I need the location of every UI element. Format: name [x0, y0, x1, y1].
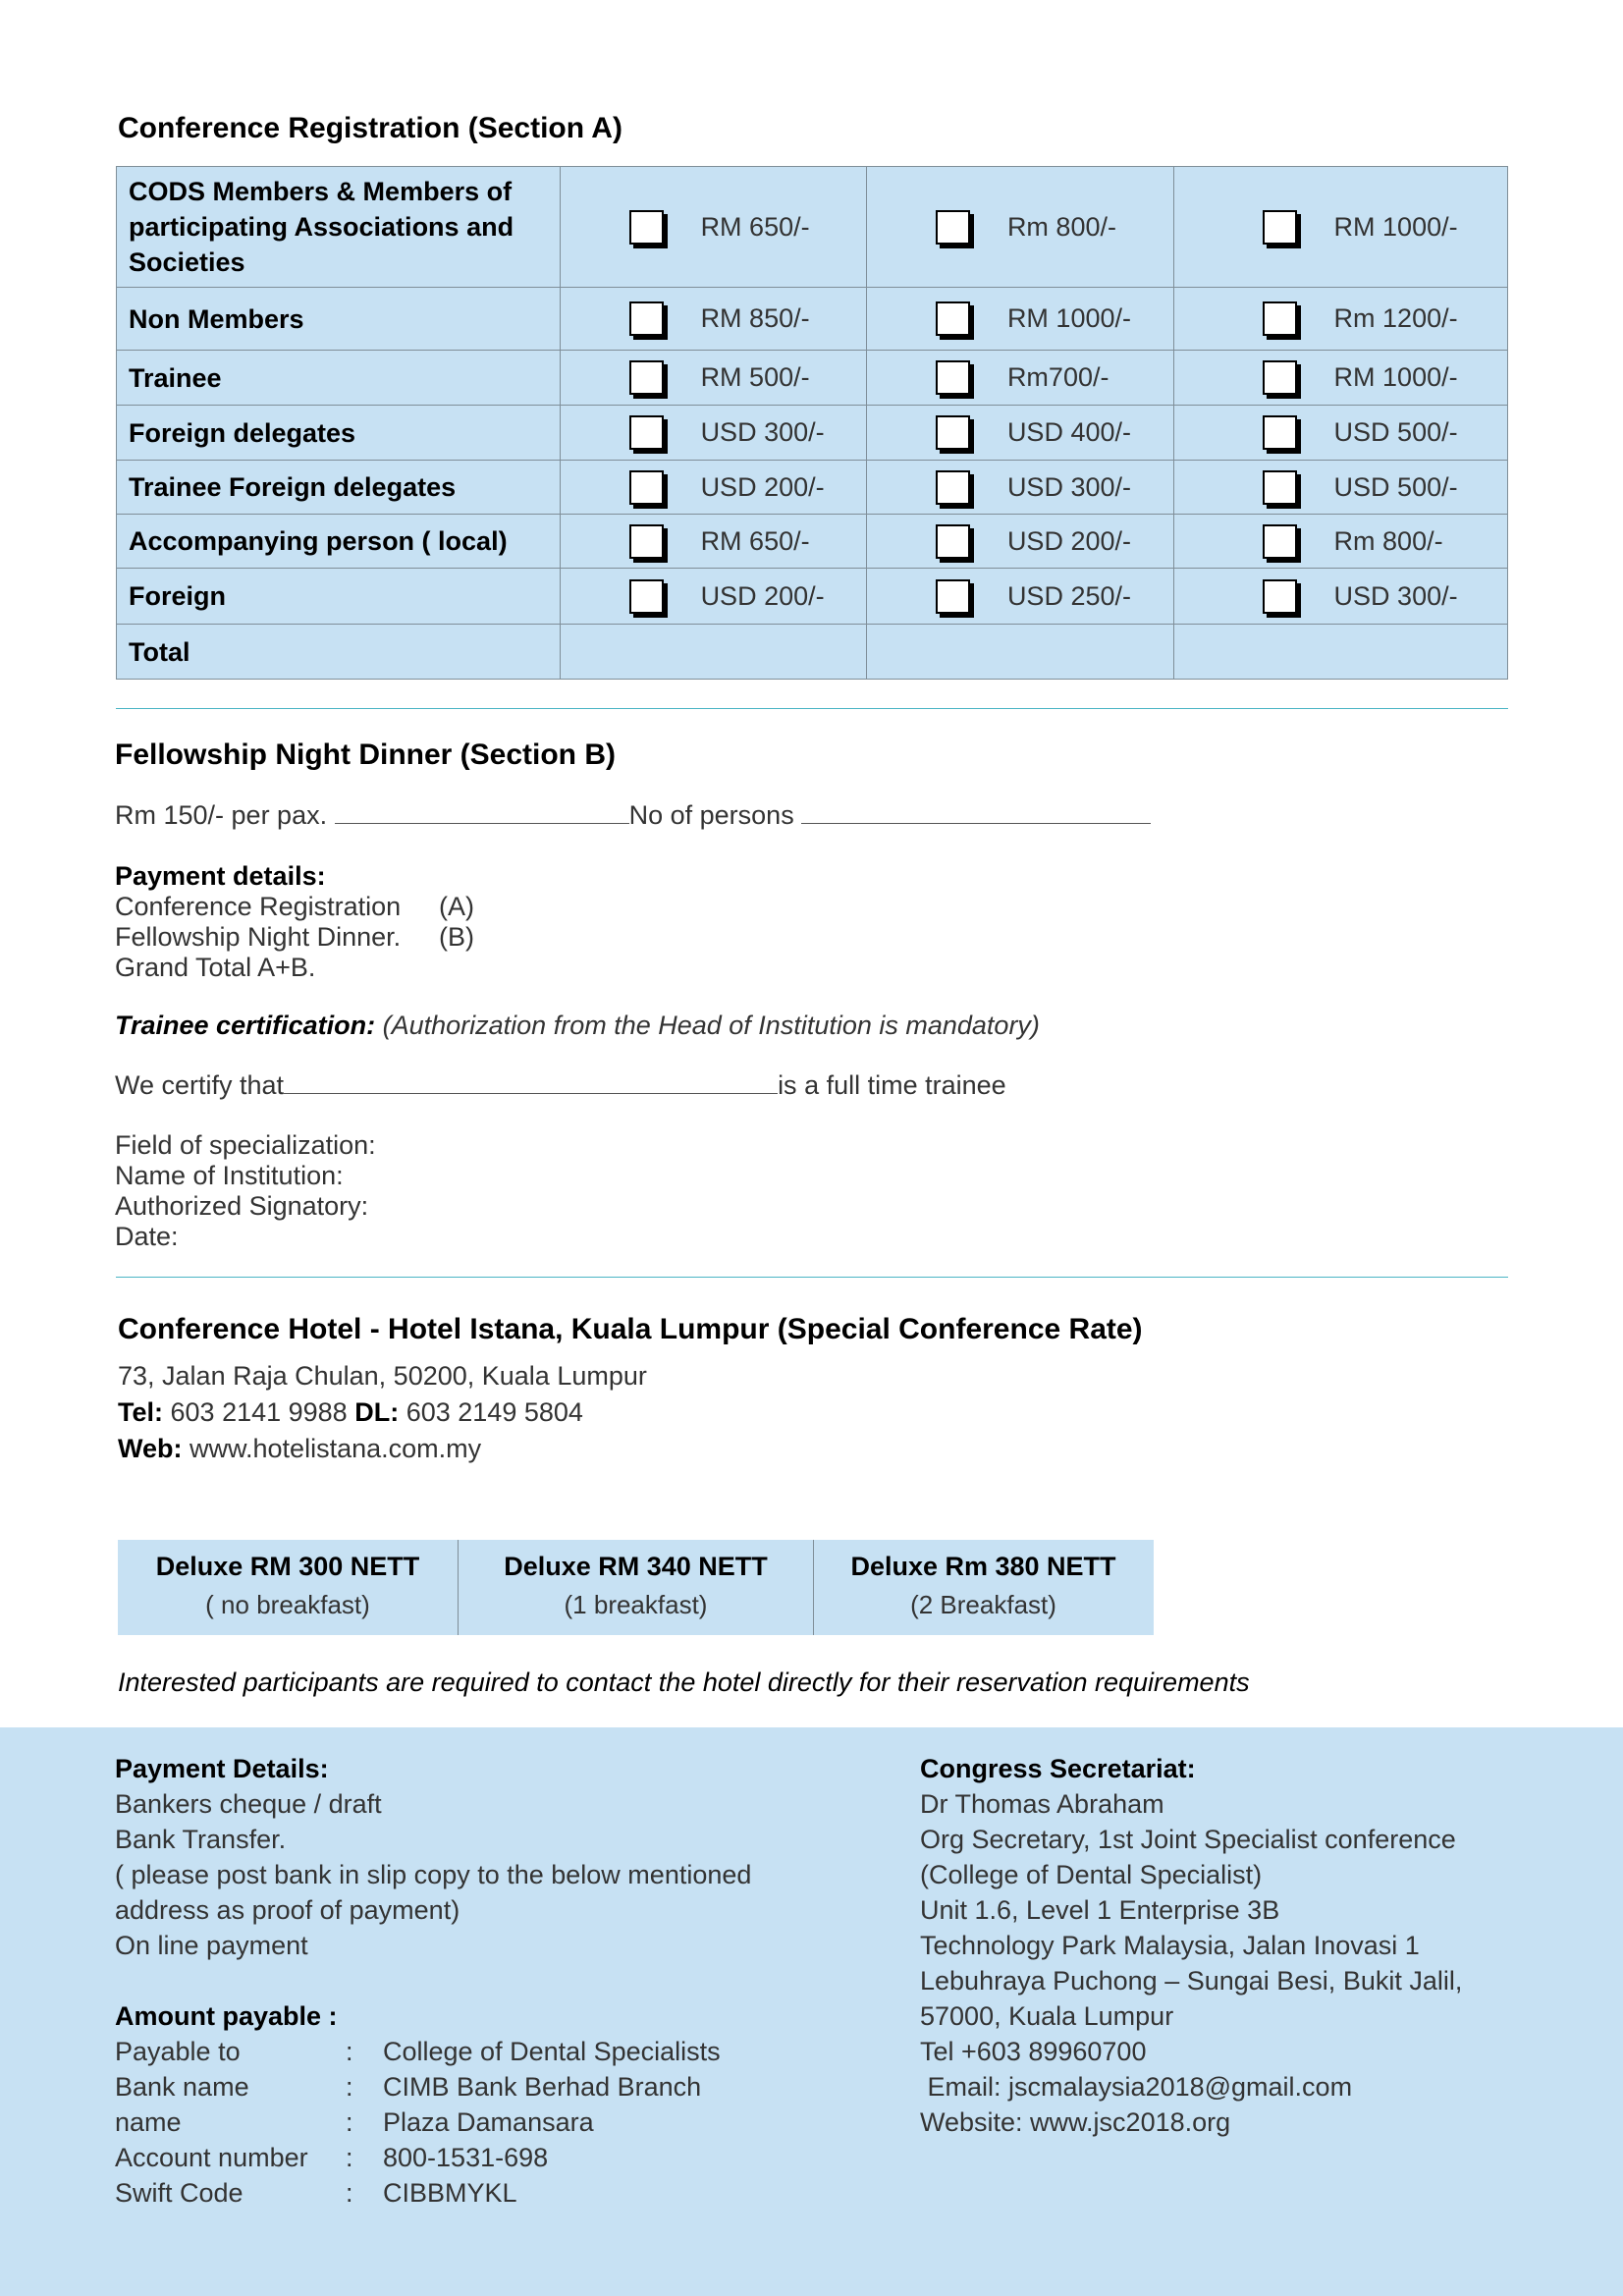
table-row [117, 406, 1508, 461]
no-of-persons-label: No of persons [628, 800, 794, 830]
fee-price: RM 500/- [700, 362, 810, 392]
table-row [117, 351, 1508, 406]
dinner-line [115, 800, 1151, 831]
option-cell [1173, 569, 1507, 625]
option-wrap [561, 360, 866, 395]
secretariat-title: Congress Secretariat: [920, 1754, 1196, 1783]
field-signatory: Authorized Signatory: [115, 1191, 369, 1221]
secretariat-line: Lebuhraya Puchong – Sungai Besi, Bukit Jalil, [920, 1966, 1463, 1995]
certify-line [115, 1070, 1006, 1101]
fee-checkbox[interactable] [629, 579, 664, 614]
fee-checkbox[interactable] [936, 415, 970, 450]
amount-value: CIBBMYKL [383, 2178, 517, 2208]
divider [116, 708, 1508, 709]
option-cell [1173, 167, 1507, 288]
rate-cell [459, 1540, 814, 1635]
secretariat-line: (College of Dental Specialist) [920, 1860, 1263, 1889]
payment-line: Bankers cheque / draft [115, 1789, 382, 1819]
amount-key: Bank name [115, 2072, 249, 2102]
amount-row [115, 2175, 751, 2211]
rate-note: (1 breakfast) [564, 1590, 708, 1619]
option-wrap [867, 415, 1173, 450]
field-institution: Name of Institution: [115, 1161, 344, 1190]
footer-panel [0, 1727, 1623, 2296]
total-field[interactable] [1173, 625, 1507, 680]
option-cell [1173, 461, 1507, 515]
fee-checkbox[interactable] [1263, 210, 1297, 245]
payment-line: address as proof of payment) [115, 1895, 460, 1925]
fee-price: Rm 800/- [1006, 211, 1116, 242]
field-specialization: Field of specialization: [115, 1130, 376, 1160]
dinner-amount-field[interactable] [335, 823, 629, 824]
option-cell [866, 288, 1173, 351]
amount-value: Plaza Damansara [383, 2107, 594, 2137]
trainee-note: (Authorization from the Head of Institution is mandatory) [382, 1011, 1040, 1040]
amount-value: College of Dental Specialists [383, 2037, 721, 2066]
summary-code-b: (B) [439, 922, 474, 952]
fee-checkbox[interactable] [629, 524, 664, 559]
fee-price: RM 850/- [700, 303, 810, 333]
secretariat-lines [920, 1786, 1462, 2140]
table-row [117, 167, 1508, 288]
fee-price: USD 500/- [1333, 471, 1458, 502]
summary-line-b: Fellowship Night Dinner. [115, 922, 402, 952]
option-cell [560, 461, 866, 515]
amount-payable-list [115, 2034, 751, 2211]
option-cell [560, 288, 866, 351]
option-wrap [561, 524, 866, 559]
category-cell: CODS Members & Members of participating Associations and Societies [117, 167, 561, 288]
option-wrap [867, 579, 1173, 614]
section-b-title: Fellowship Night Dinner (Section B) [115, 738, 616, 771]
amount-value: 800-1531-698 [383, 2143, 549, 2172]
option-cell [1173, 406, 1507, 461]
option-cell [866, 515, 1173, 569]
amount-payable-title: Amount payable : [115, 2001, 338, 2031]
option-cell [1173, 515, 1507, 569]
option-cell [560, 351, 866, 406]
hotel-web-link[interactable]: www.hotelistana.com.my [189, 1434, 482, 1463]
amount-row [115, 2105, 751, 2140]
secretariat-line: 57000, Kuala Lumpur [920, 2001, 1174, 2031]
payment-summary-title: Payment details: [115, 861, 326, 891]
fee-price: RM 1000/- [1006, 303, 1131, 333]
hotel-rates-table [118, 1540, 1154, 1635]
fee-checkbox[interactable] [1263, 470, 1297, 505]
fee-checkbox[interactable] [936, 210, 970, 245]
option-wrap [867, 524, 1173, 559]
option-cell [560, 515, 866, 569]
secretariat-line: Dr Thomas Abraham [920, 1789, 1164, 1819]
option-wrap [561, 470, 866, 505]
amount-row [115, 2140, 751, 2175]
web-label: Web: [118, 1434, 183, 1463]
summary-grand-total: Grand Total A+B. [115, 953, 316, 982]
category-cell: Foreign delegates [117, 406, 561, 461]
summary-code-a: (A) [439, 892, 474, 921]
section-a-title: Conference Registration (Section A) [118, 112, 622, 144]
trainee-fields [115, 1130, 376, 1252]
option-wrap [1174, 360, 1507, 395]
option-wrap [561, 301, 866, 336]
amount-sep: : [346, 2107, 353, 2137]
certify-suffix: is a full time trainee [778, 1070, 1006, 1100]
fee-checkbox[interactable] [629, 360, 664, 395]
secretariat-line: Unit 1.6, Level 1 Enterprise 3B [920, 1895, 1280, 1925]
fee-checkbox[interactable] [629, 470, 664, 505]
category-cell: Trainee [117, 351, 561, 406]
secretariat-line: Email: jscmalaysia2018@gmail.com [920, 2072, 1353, 2102]
rate-name: Deluxe RM 300 NETT [155, 1552, 420, 1581]
fee-checkbox[interactable] [1263, 415, 1297, 450]
payment-line: ( please post bank in slip copy to the below mentioned [115, 1860, 752, 1889]
fee-checkbox[interactable] [1263, 579, 1297, 614]
hotel-notice: Interested participants are required to contact the hotel directly for their reservation requirements [118, 1667, 1250, 1697]
table-row [117, 288, 1508, 351]
payment-line: On line payment [115, 1931, 308, 1960]
no-of-persons-field[interactable] [801, 823, 1151, 824]
fee-checkbox[interactable] [936, 524, 970, 559]
secretariat-line: Website: www.jsc2018.org [920, 2107, 1231, 2137]
amount-sep: : [346, 2178, 353, 2208]
secretariat-line: Org Secretary, 1st Joint Specialist conference [920, 1825, 1456, 1854]
rate-note: ( no breakfast) [205, 1590, 370, 1619]
payment-details-title: Payment Details: [115, 1754, 329, 1783]
option-wrap [867, 210, 1173, 245]
fee-price: Rm 1200/- [1333, 303, 1458, 333]
fee-price: USD 200/- [700, 580, 825, 611]
amount-row [115, 2069, 751, 2105]
total-field[interactable] [560, 625, 866, 680]
fee-price: USD 300/- [700, 417, 825, 447]
option-cell [866, 461, 1173, 515]
fee-checkbox[interactable] [629, 415, 664, 450]
fee-checkbox[interactable] [936, 470, 970, 505]
category-cell: Foreign [117, 569, 561, 625]
fee-checkbox[interactable] [936, 301, 970, 336]
hotel-details [118, 1358, 647, 1467]
category-cell: Accompanying person ( local) [117, 515, 561, 569]
fee-checkbox[interactable] [1263, 360, 1297, 395]
option-cell [866, 569, 1173, 625]
amount-key: name [115, 2107, 182, 2137]
dl-label: DL: [354, 1397, 400, 1427]
amount-row [115, 2034, 751, 2069]
rate-name: Deluxe RM 340 NETT [504, 1552, 768, 1581]
amount-sep: : [346, 2037, 353, 2066]
registration-table [116, 166, 1508, 680]
divider [116, 1277, 1508, 1278]
trainee-title: Trainee certification: [115, 1011, 376, 1040]
total-row [117, 625, 1508, 680]
hotel-dl: 603 2149 5804 [406, 1397, 583, 1427]
rate-name: Deluxe Rm 380 NETT [850, 1552, 1116, 1581]
per-pax-label: Rm 150/- per pax. [115, 800, 328, 830]
secretariat-line: Tel +603 89960700 [920, 2037, 1147, 2066]
fee-price: USD 200/- [700, 471, 825, 502]
summary-line-a: Conference Registration [115, 892, 402, 921]
option-wrap [1174, 210, 1507, 245]
option-cell [1173, 351, 1507, 406]
option-wrap [867, 301, 1173, 336]
fee-checkbox[interactable] [1263, 301, 1297, 336]
option-wrap [561, 579, 866, 614]
option-cell [866, 406, 1173, 461]
payment-line: Bank Transfer. [115, 1825, 287, 1854]
hotel-address: 73, Jalan Raja Chulan, 50200, Kuala Lumpur [118, 1361, 647, 1391]
hotel-title: Conference Hotel - Hotel Istana, Kuala Lumpur (Special Conference Rate) [118, 1313, 1143, 1345]
category-cell: Trainee Foreign delegates [117, 461, 561, 515]
option-wrap [561, 210, 866, 245]
rate-cell [118, 1540, 459, 1635]
fee-checkbox[interactable] [629, 210, 664, 245]
tel-label: Tel: [118, 1397, 163, 1427]
certify-prefix: We certify that [115, 1070, 285, 1100]
fee-price: RM 650/- [700, 525, 810, 556]
fee-price: RM 1000/- [1333, 211, 1458, 242]
fee-price: Rm700/- [1006, 362, 1109, 392]
fee-price: USD 300/- [1006, 471, 1131, 502]
rate-cell [814, 1540, 1153, 1635]
option-cell [560, 167, 866, 288]
trainee-heading [115, 1011, 1040, 1041]
amount-sep: : [346, 2072, 353, 2102]
fee-price: RM 650/- [700, 211, 810, 242]
fee-price: USD 250/- [1006, 580, 1131, 611]
fee-checkbox[interactable] [936, 360, 970, 395]
category-cell: Non Members [117, 288, 561, 351]
option-cell [1173, 288, 1507, 351]
fee-checkbox[interactable] [936, 579, 970, 614]
option-wrap [1174, 579, 1507, 614]
option-cell [866, 167, 1173, 288]
table-row [117, 569, 1508, 625]
secretariat-line: Technology Park Malaysia, Jalan Inovasi 1 [920, 1931, 1420, 1960]
fee-price: USD 300/- [1333, 580, 1458, 611]
fee-checkbox[interactable] [629, 301, 664, 336]
option-wrap [1174, 415, 1507, 450]
table-row [117, 461, 1508, 515]
trainee-name-field[interactable] [284, 1093, 778, 1094]
hotel-tel: 603 2141 9988 [170, 1397, 348, 1427]
fee-price: Rm 800/- [1333, 525, 1443, 556]
payment-summary [115, 861, 474, 983]
fee-price: RM 1000/- [1333, 362, 1458, 392]
fee-price: USD 200/- [1006, 525, 1131, 556]
amount-key: Swift Code [115, 2178, 243, 2208]
option-wrap [867, 470, 1173, 505]
option-wrap [867, 360, 1173, 395]
option-wrap [1174, 524, 1507, 559]
total-field[interactable] [866, 625, 1173, 680]
fee-price: USD 500/- [1333, 417, 1458, 447]
option-wrap [1174, 470, 1507, 505]
fee-checkbox[interactable] [1263, 524, 1297, 559]
fee-price: USD 400/- [1006, 417, 1131, 447]
option-wrap [1174, 301, 1507, 336]
amount-key: Account number [115, 2143, 308, 2172]
option-cell [560, 569, 866, 625]
total-label: Total [117, 625, 561, 680]
amount-value: CIMB Bank Berhad Branch [383, 2072, 702, 2102]
option-cell [560, 406, 866, 461]
amount-sep: : [346, 2143, 353, 2172]
secretariat-column [920, 1751, 1462, 2140]
payment-details-column [115, 1751, 751, 2211]
option-wrap [561, 415, 866, 450]
table-row [117, 515, 1508, 569]
option-cell [866, 351, 1173, 406]
field-date: Date: [115, 1222, 179, 1251]
amount-key: Payable to [115, 2037, 241, 2066]
rate-note: (2 Breakfast) [910, 1590, 1056, 1619]
